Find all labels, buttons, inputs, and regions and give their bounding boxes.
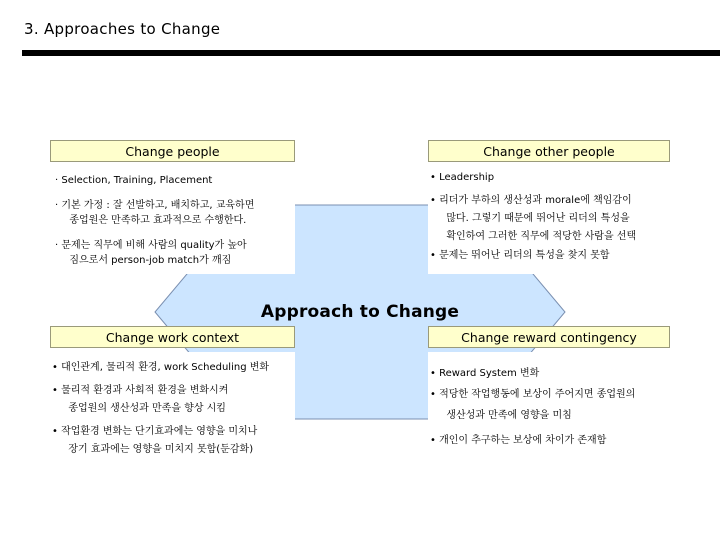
- bullet-line: 종업원의 생산성과 만족을 향상 시킴: [62, 403, 226, 414]
- bullet-line: • Leadership: [430, 172, 495, 183]
- body-change-people: [50, 166, 295, 274]
- header-change-reward-contingency: Change reward contingency: [428, 326, 670, 348]
- bullet-line: · 기본 가정 : 잘 선발하고, 배치하고, 교육하면: [55, 200, 255, 211]
- page-title: 3. Approaches to Change: [24, 20, 221, 38]
- bullet-line: 종업원은 만족하고 효과적으로 수행한다.: [63, 215, 247, 226]
- bullet-line: • 적당한 작업행동에 보상이 주어지면 종업원의: [430, 389, 636, 400]
- header-change-work-context: Change work context: [50, 326, 295, 348]
- bullet-line: 많다. 그렇기 때문에 뛰어난 리더의 특성을: [440, 213, 630, 224]
- center-label: Approach to Change: [260, 302, 460, 322]
- bullet-line: • Reward System 변화: [430, 368, 540, 379]
- bullet-line: • 문제는 뛰어난 리더의 특성을 찾지 못함: [430, 250, 610, 261]
- bullet-line: · 문제는 직무에 비해 사람의 quality가 높아: [55, 240, 247, 251]
- bullet-line: · Selection, Training, Placement: [55, 175, 213, 186]
- bullet-line: • 개인이 추구하는 보상에 차이가 존재함: [430, 435, 607, 446]
- bullet-line: • 대인관계, 물리적 환경, work Scheduling 변화: [52, 362, 270, 373]
- body-change-reward-contingency: [428, 352, 670, 464]
- bullet-line: • 작업환경 변화는 단기효과에는 영향을 미치나: [52, 426, 258, 437]
- body-change-other-people: [428, 166, 670, 274]
- header-change-other-people: Change other people: [428, 140, 670, 162]
- bullet-line: • 리더가 부하의 생산성과 morale에 책임감이: [430, 195, 632, 206]
- bullet-line: • 물리적 환경과 사회적 환경을 변화시켜: [52, 385, 229, 396]
- body-change-work-context: [50, 352, 295, 464]
- bullet-line: 짐으로서 person-job match가 깨짐: [63, 255, 232, 266]
- bullet-line: 확인하여 그러한 직무에 적당한 사람을 선택: [440, 231, 637, 242]
- bullet-line: 장기 효과에는 영향을 미치지 못함(둔감화): [62, 444, 254, 455]
- header-change-people: Change people: [50, 140, 295, 162]
- bullet-line: 생산성과 만족에 영향을 미침: [440, 410, 572, 421]
